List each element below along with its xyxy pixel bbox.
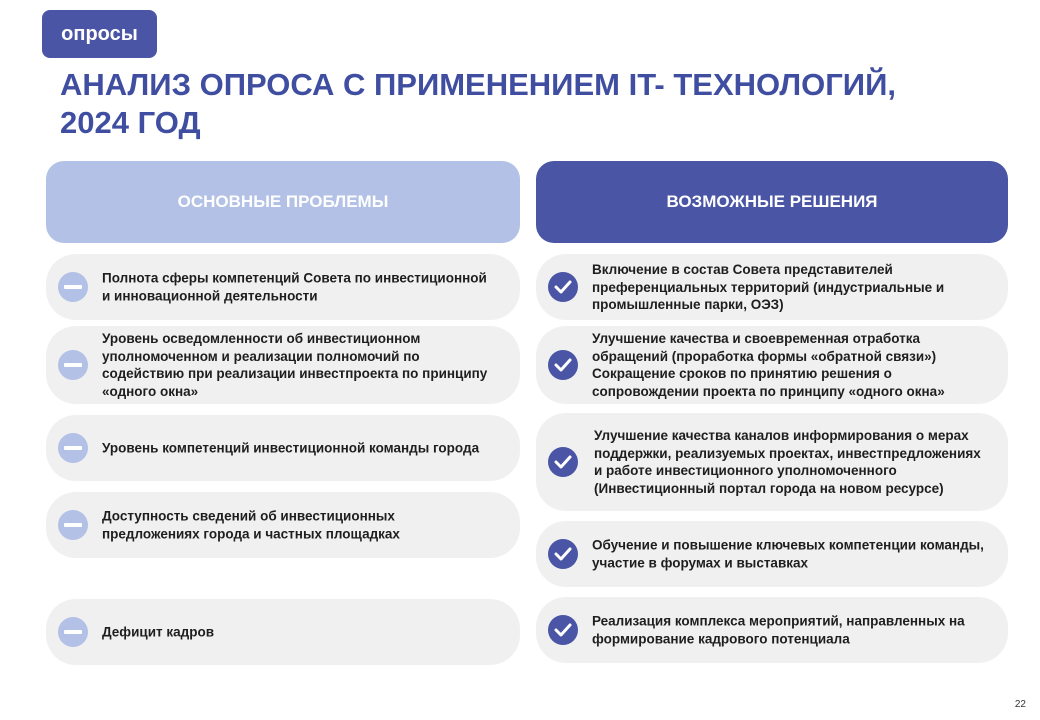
- checkmark-icon: [548, 272, 578, 302]
- problems-header: ОСНОВНЫЕ ПРОБЛЕМЫ: [46, 161, 520, 243]
- solutions-header: ВОЗМОЖНЫЕ РЕШЕНИЯ: [536, 161, 1008, 243]
- problem-card: [46, 492, 520, 558]
- solution-card: [536, 597, 1008, 663]
- solution-text: Улучшение качества каналов информирования о мерах поддержки, реализуемых проектах, инвестпредложениях и работе инвестиционного уполномоченного (Инвестиционный портал города на новом ресурсе): [594, 428, 981, 496]
- solution-text: Реализация комплекса мероприятий, направленных на формирование кадрового потенциала: [592, 613, 965, 646]
- problem-text: Уровень осведомленности об инвестиционном уполномоченном и реализации полномочий по содействию при реализации инвестпроекта по принципу «одного окна»: [102, 331, 488, 399]
- problem-text: Уровень компетенций инвестиционной команды города: [102, 440, 480, 456]
- checkmark-icon: [548, 447, 578, 477]
- section-tag: опросы: [42, 10, 157, 58]
- problem-text: Полнота сферы компетенций Совета по инвестиционной и инновационной деятельности: [102, 270, 487, 303]
- page-title: [60, 66, 960, 142]
- checkmark-icon: [548, 539, 578, 569]
- minus-icon: [58, 617, 88, 647]
- solution-card: [536, 413, 1008, 511]
- solution-card: [536, 521, 1008, 587]
- minus-icon: [58, 272, 88, 302]
- title-line-1: АНАЛИЗ ОПРОСА С ПРИМЕНЕНИЕМ IT- ТЕХНОЛОГИЙ,: [60, 67, 896, 102]
- checkmark-icon: [548, 350, 578, 380]
- problem-card: [46, 254, 520, 320]
- problem-card: [46, 599, 520, 665]
- solution-card: [536, 326, 1008, 404]
- page-number: 22: [1014, 699, 1026, 710]
- checkmark-icon: [548, 615, 578, 645]
- title-line-2: 2024 ГОД: [60, 105, 201, 140]
- solution-text: Улучшение качества и своевременная отработка обращений (проработка формы «обратной связи») Сокращение сроков по принятию решения о сопровождении проекта по принципу «одного окна»: [592, 331, 945, 399]
- problem-text: Дефицит кадров: [102, 624, 214, 640]
- problem-text: Доступность сведений об инвестиционных предложениях города и частных площадках: [102, 508, 400, 541]
- minus-icon: [58, 510, 88, 540]
- solution-text: Обучение и повышение ключевых компетенции команды, участие в форумах и выставках: [592, 537, 984, 570]
- problem-card: [46, 326, 520, 404]
- minus-icon: [58, 350, 88, 380]
- solution-card: [536, 254, 1008, 320]
- solution-text: Включение в состав Совета представителей преференциальных территорий (индустриальные и промышленные парки, ОЭЗ): [592, 261, 945, 312]
- problem-card: [46, 415, 520, 481]
- minus-icon: [58, 433, 88, 463]
